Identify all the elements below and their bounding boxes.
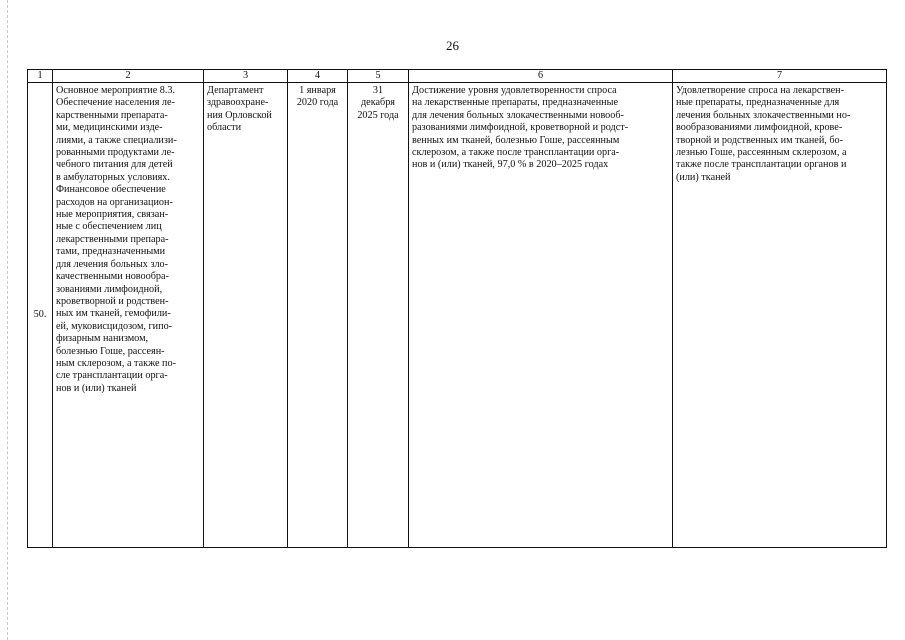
end-date-cell <box>348 83 409 548</box>
end-date-text: 31 декабря 2025 года <box>357 85 399 121</box>
table-row <box>28 83 887 548</box>
column-header-6: 6 <box>409 70 673 83</box>
page-margin-line <box>7 0 8 640</box>
column-header-4: 4 <box>288 70 348 83</box>
column-header-3: 3 <box>204 70 288 83</box>
row-number: 50. <box>33 308 47 320</box>
column-header-7: 7 <box>673 70 887 83</box>
executor-text: Департамент здравоохране- ния Орловской области <box>207 85 272 134</box>
program-table <box>27 69 887 548</box>
page-number: 26 <box>446 38 459 53</box>
executor-cell <box>204 83 288 548</box>
row-number-cell <box>28 83 53 548</box>
event-text: Основное мероприятие 8.3. Обеспечение населения ле- карственными препарата- ми, медицинскими изде- лиями, а также специализи- рованными продуктами ле- чебного питания для детей в амбулаторных условиях. Финансовое обеспечение расходов на организацион- ные мероприятия, связан- ные с обеспечением лиц лекарственными препара- тами, предназначенными для лечения больных зло- качественными новообра- зованиями лимфоидной, кроветворной и родствен- ных им тканей, гемофили- ей, муковисцидозом, гипо- физарным нанизмом, болезнью Гоше, рассеян- ным склерозом, а также по- сле трансплантации орга- нов и (или) тканей <box>56 85 177 394</box>
column-header-5: 5 <box>348 70 409 83</box>
start-date-cell <box>288 83 348 548</box>
expected-result-cell <box>409 83 673 548</box>
table-header-row <box>28 70 887 83</box>
expected-result-text: Достижение уровня удовлетворенности спроса на лекарственные препараты, предназначенные для лечения больных злокачественными новооб- разованиями лимфоидной, кроветворной и родст- венных им тканей, болезнью Гоше, рассеянным склерозом, а также после трансплантации орга- нов и (или) тканей, 97,0 % в 2020–2025 годах <box>412 85 629 171</box>
column-header-2: 2 <box>53 70 204 83</box>
start-date-text: 1 января 2020 года <box>296 85 339 109</box>
indicator-link-cell <box>673 83 887 548</box>
indicator-link-text: Удовлетворение спроса на лекарствен- ные препараты, предназначенные для лечения больных злокачественными но- вообразованиями лимфоидной, крове- творной и родственных им тканей, бо- лезнью Гоше, рассеянным склерозом, а также после трансплантации органов и (или) тканей <box>676 85 851 183</box>
column-header-1: 1 <box>28 70 53 83</box>
event-cell <box>53 83 204 548</box>
